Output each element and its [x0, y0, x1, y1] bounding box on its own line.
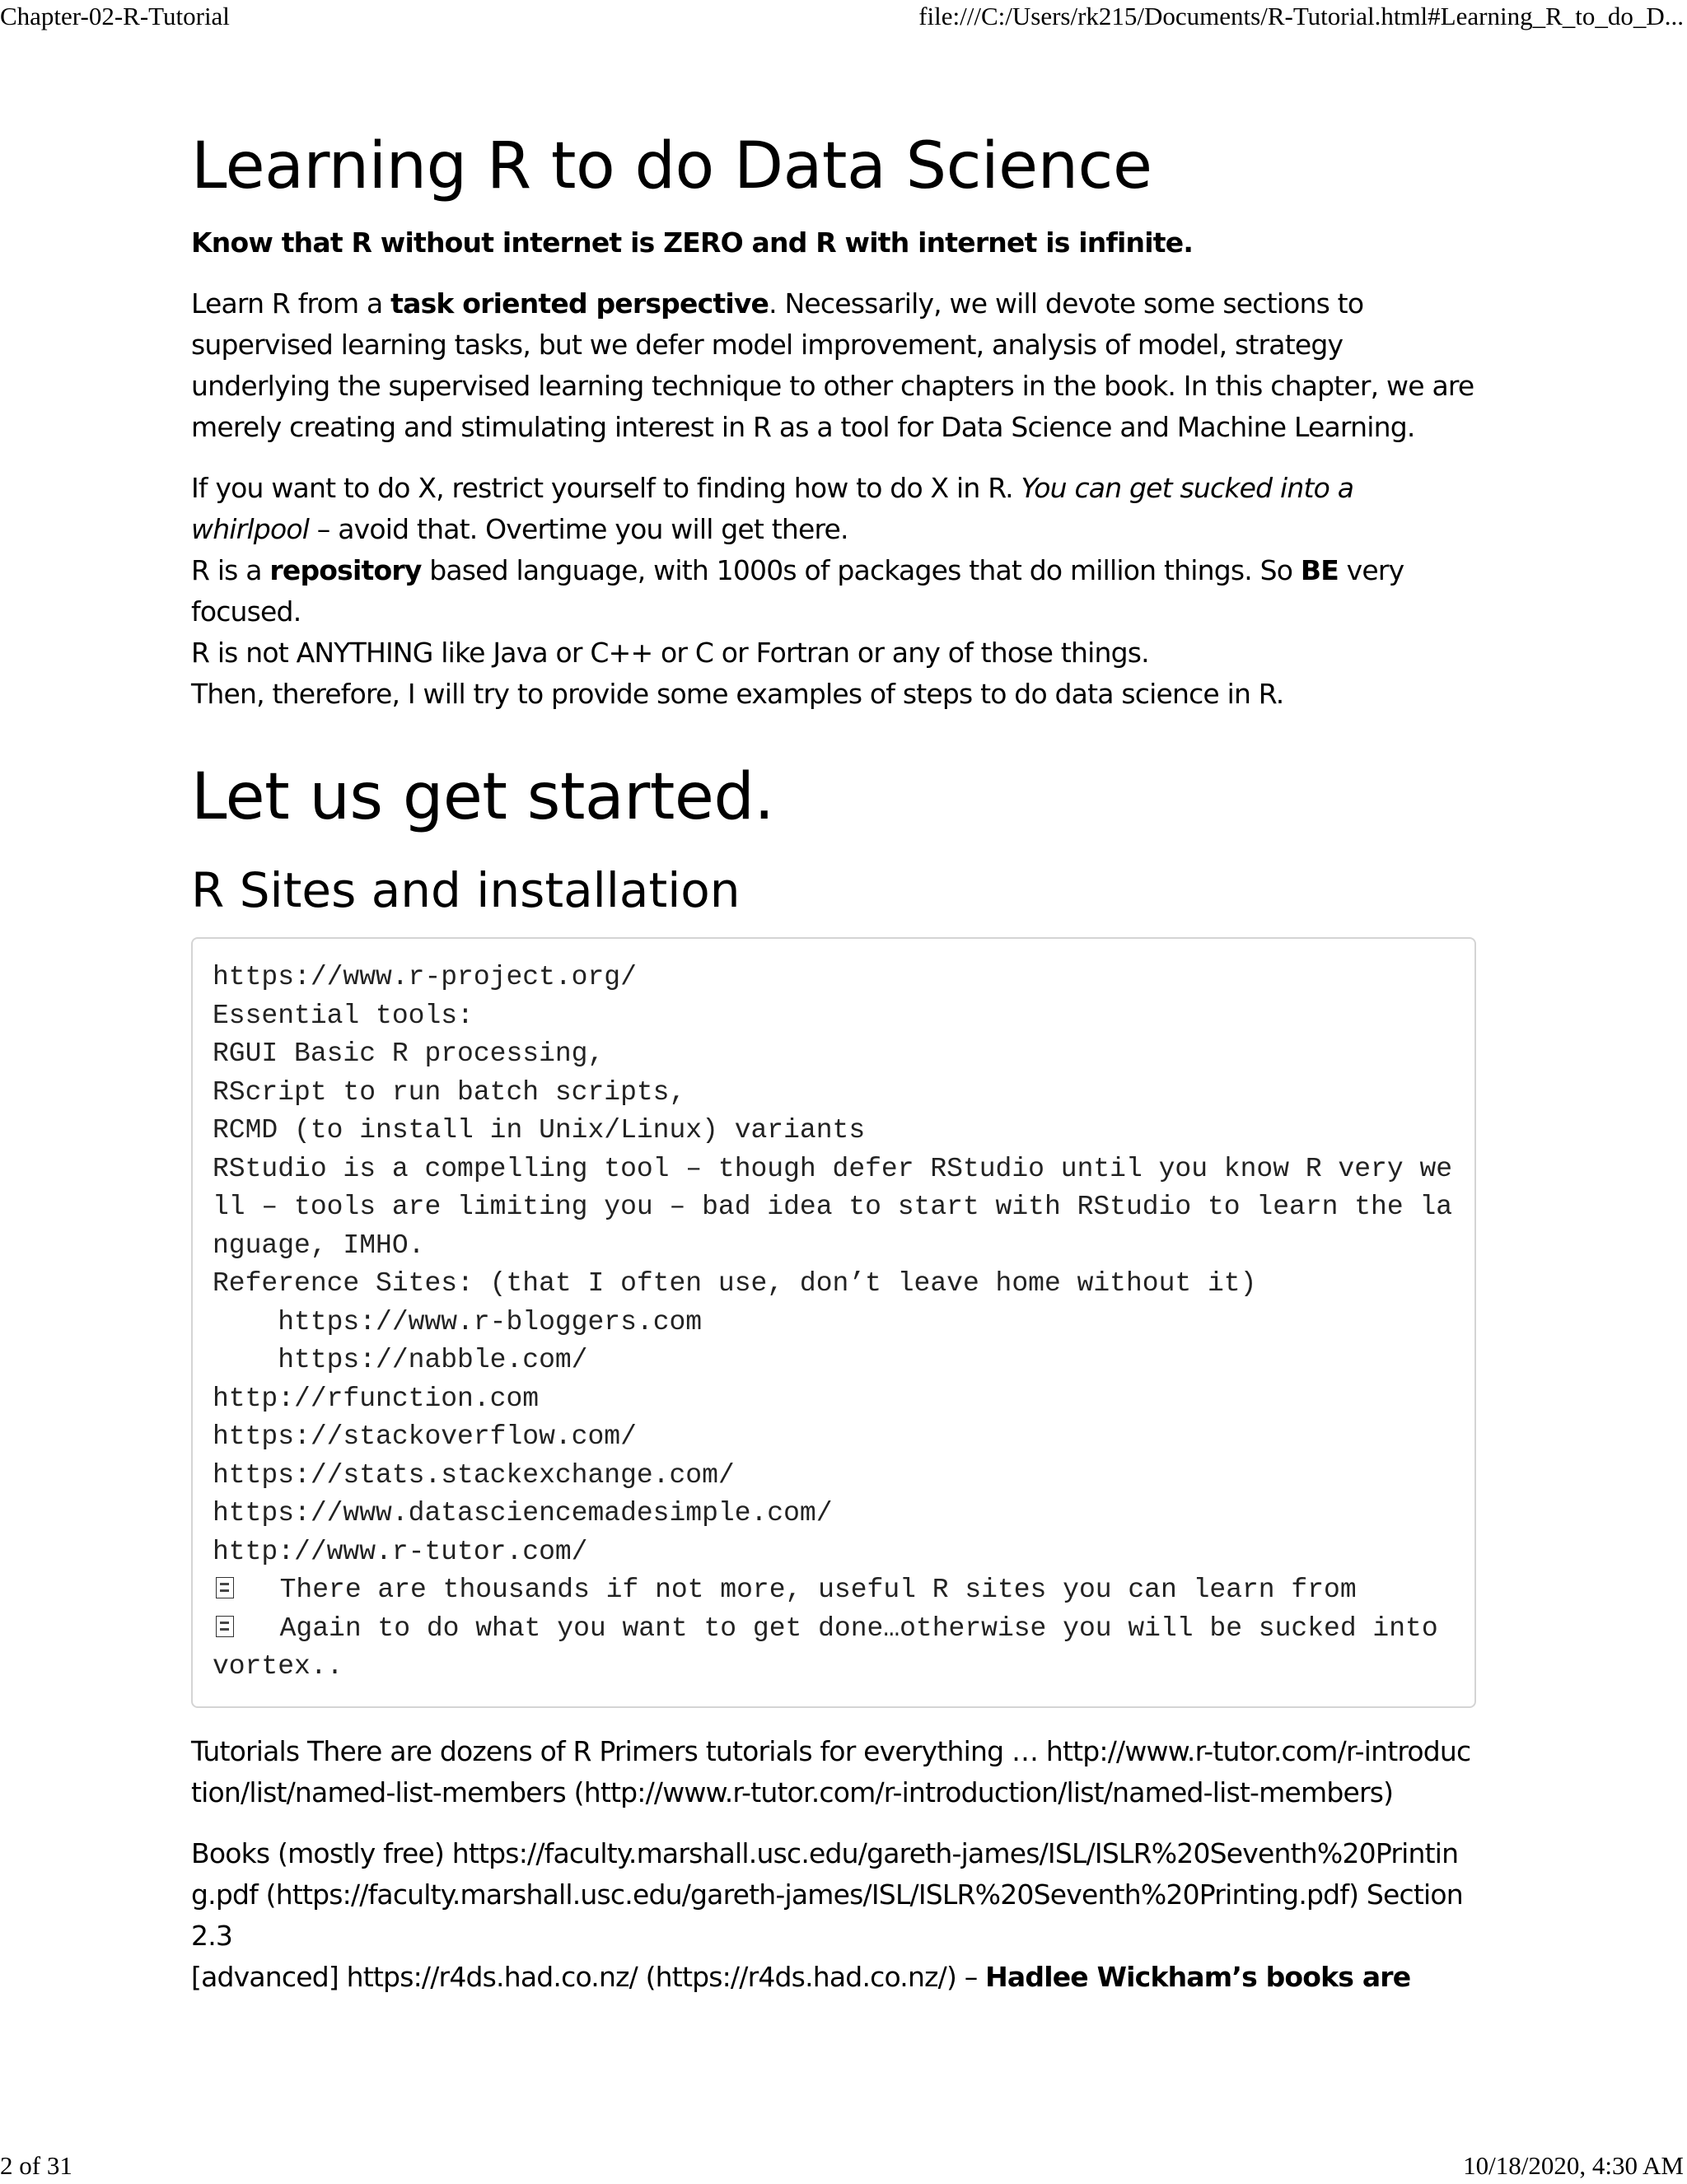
code-line: https://stats.stackexchange.com/ [213, 1459, 735, 1491]
advice-paragraph [191, 468, 1476, 715]
code-line: https://stackoverflow.com/ [213, 1421, 637, 1453]
tagline: Know that R without internet is ZERO and R with internet is infinite. [191, 226, 1194, 259]
code-line: RGUI Basic R processing, [213, 1038, 605, 1070]
books-line1: Books (mostly free) https://faculty.marshall.usc.edu/gareth-james/ISL/ISLR%20Seventh%20Printing.pdf (https://faculty.marshall.usc.edu/gareth-james/ISL/ISLR%20Seventh%20Printing.pdf) Section 2.3 [191, 1836, 1463, 1952]
books-bold: Hadlee Wickham’s books are [985, 1960, 1411, 1993]
code-line: https://nabble.com/ [213, 1345, 588, 1376]
print-header-url: file:///C:/Users/rk215/Documents/R-Tutorial.html#Learning_R_to_do_D... [918, 2, 1684, 30]
print-footer [0, 2151, 1687, 2184]
intro-bold: task oriented perspective [390, 287, 769, 320]
code-line: RCMD (to install in Unix/Linux) variants [213, 1115, 866, 1146]
code-glyph-text: Again to do what you want to get done…otherwise you will be sucked into vortex.. [213, 1612, 1455, 1682]
advice-italic: You can get sucked into a whirlpool [191, 471, 1354, 545]
code-line: https://www.r-bloggers.com [213, 1306, 703, 1337]
missing-glyph-icon [216, 1616, 234, 1637]
advice-line1-end: – avoid that. Overtime you will get there. [309, 512, 848, 545]
document-body [191, 129, 1476, 2018]
code-block [191, 937, 1476, 1708]
intro-paragraph [191, 283, 1476, 448]
section-heading-sites: R Sites and installation [191, 861, 741, 918]
books-paragraph [191, 1833, 1476, 1998]
print-header [0, 2, 1687, 35]
page-title: Learning R to do Data Science [191, 129, 1152, 203]
code-line: RStudio is a compelling tool – though defer RStudio until you know R very well – tools are limiting you – bad idea to start with RStudio to learn the language, IMHO. [213, 1153, 1453, 1261]
code-line: RScript to run batch scripts, [213, 1076, 686, 1108]
code-line: Essential tools: [213, 1000, 474, 1031]
code-line-glyph [213, 1571, 1455, 1610]
code-line: https://www.datasciencemadesimple.com/ [213, 1498, 833, 1529]
code-line: Reference Sites: (that I often use, don’t leave home without it) [213, 1268, 1257, 1300]
intro-text-2: . Necessarily, we will devote some sections to supervised learning tasks, but we defer model improvement, analysis of model, strategy underlying the supervised learning technique to other chapters in the book. In this chapter, we are merely creating and stimulating interest in R as a tool for Data Science and Machine Learning. [191, 287, 1474, 443]
code-line: https://www.r-project.org/ [213, 962, 637, 993]
print-timestamp: 10/18/2020, 4:30 AM [1463, 2151, 1684, 2180]
code-line: http://www.r-tutor.com/ [213, 1536, 588, 1567]
advice-line2-a: R is a [191, 553, 270, 586]
books-line2: [advanced] https://r4ds.had.co.nz/ (https://r4ds.had.co.nz/) – [191, 1960, 986, 1993]
code-glyph-text: There are thousands if not more, useful R sites you can learn from [247, 1575, 1357, 1606]
advice-line1: If you want to do X, restrict yourself to finding how to do X in R. [191, 471, 1021, 504]
advice-be: BE [1300, 553, 1339, 586]
advice-line2-c: based language, with 1000s of packages that do million things. So [421, 553, 1301, 586]
print-header-title: Chapter-02-R-Tutorial [0, 2, 230, 30]
missing-glyph-icon [216, 1577, 234, 1598]
advice-repository: repository [269, 553, 422, 586]
tutorials-paragraph: Tutorials There are dozens of R Primers tutorials for everything … http://www.r-tutor.com/r-introduction/list/named-list-members (http://www.r-tutor.com/r-introduction/list/named-list-members) [191, 1734, 1471, 1808]
advice-line4: Then, therefore, I will try to provide some examples of steps to do data science in R. [191, 677, 1284, 710]
code-line-glyph [213, 1610, 1455, 1687]
advice-line2-e: very focused. [191, 553, 1404, 628]
advice-line3: R is not ANYTHING like Java or C++ or C or Fortran or any of those things. [191, 636, 1149, 669]
page-number: 2 of 31 [0, 2151, 72, 2180]
section-heading-get-started: Let us get started. [191, 759, 774, 834]
intro-text-1: Learn R from a [191, 287, 391, 320]
code-line: http://rfunction.com [213, 1383, 540, 1414]
